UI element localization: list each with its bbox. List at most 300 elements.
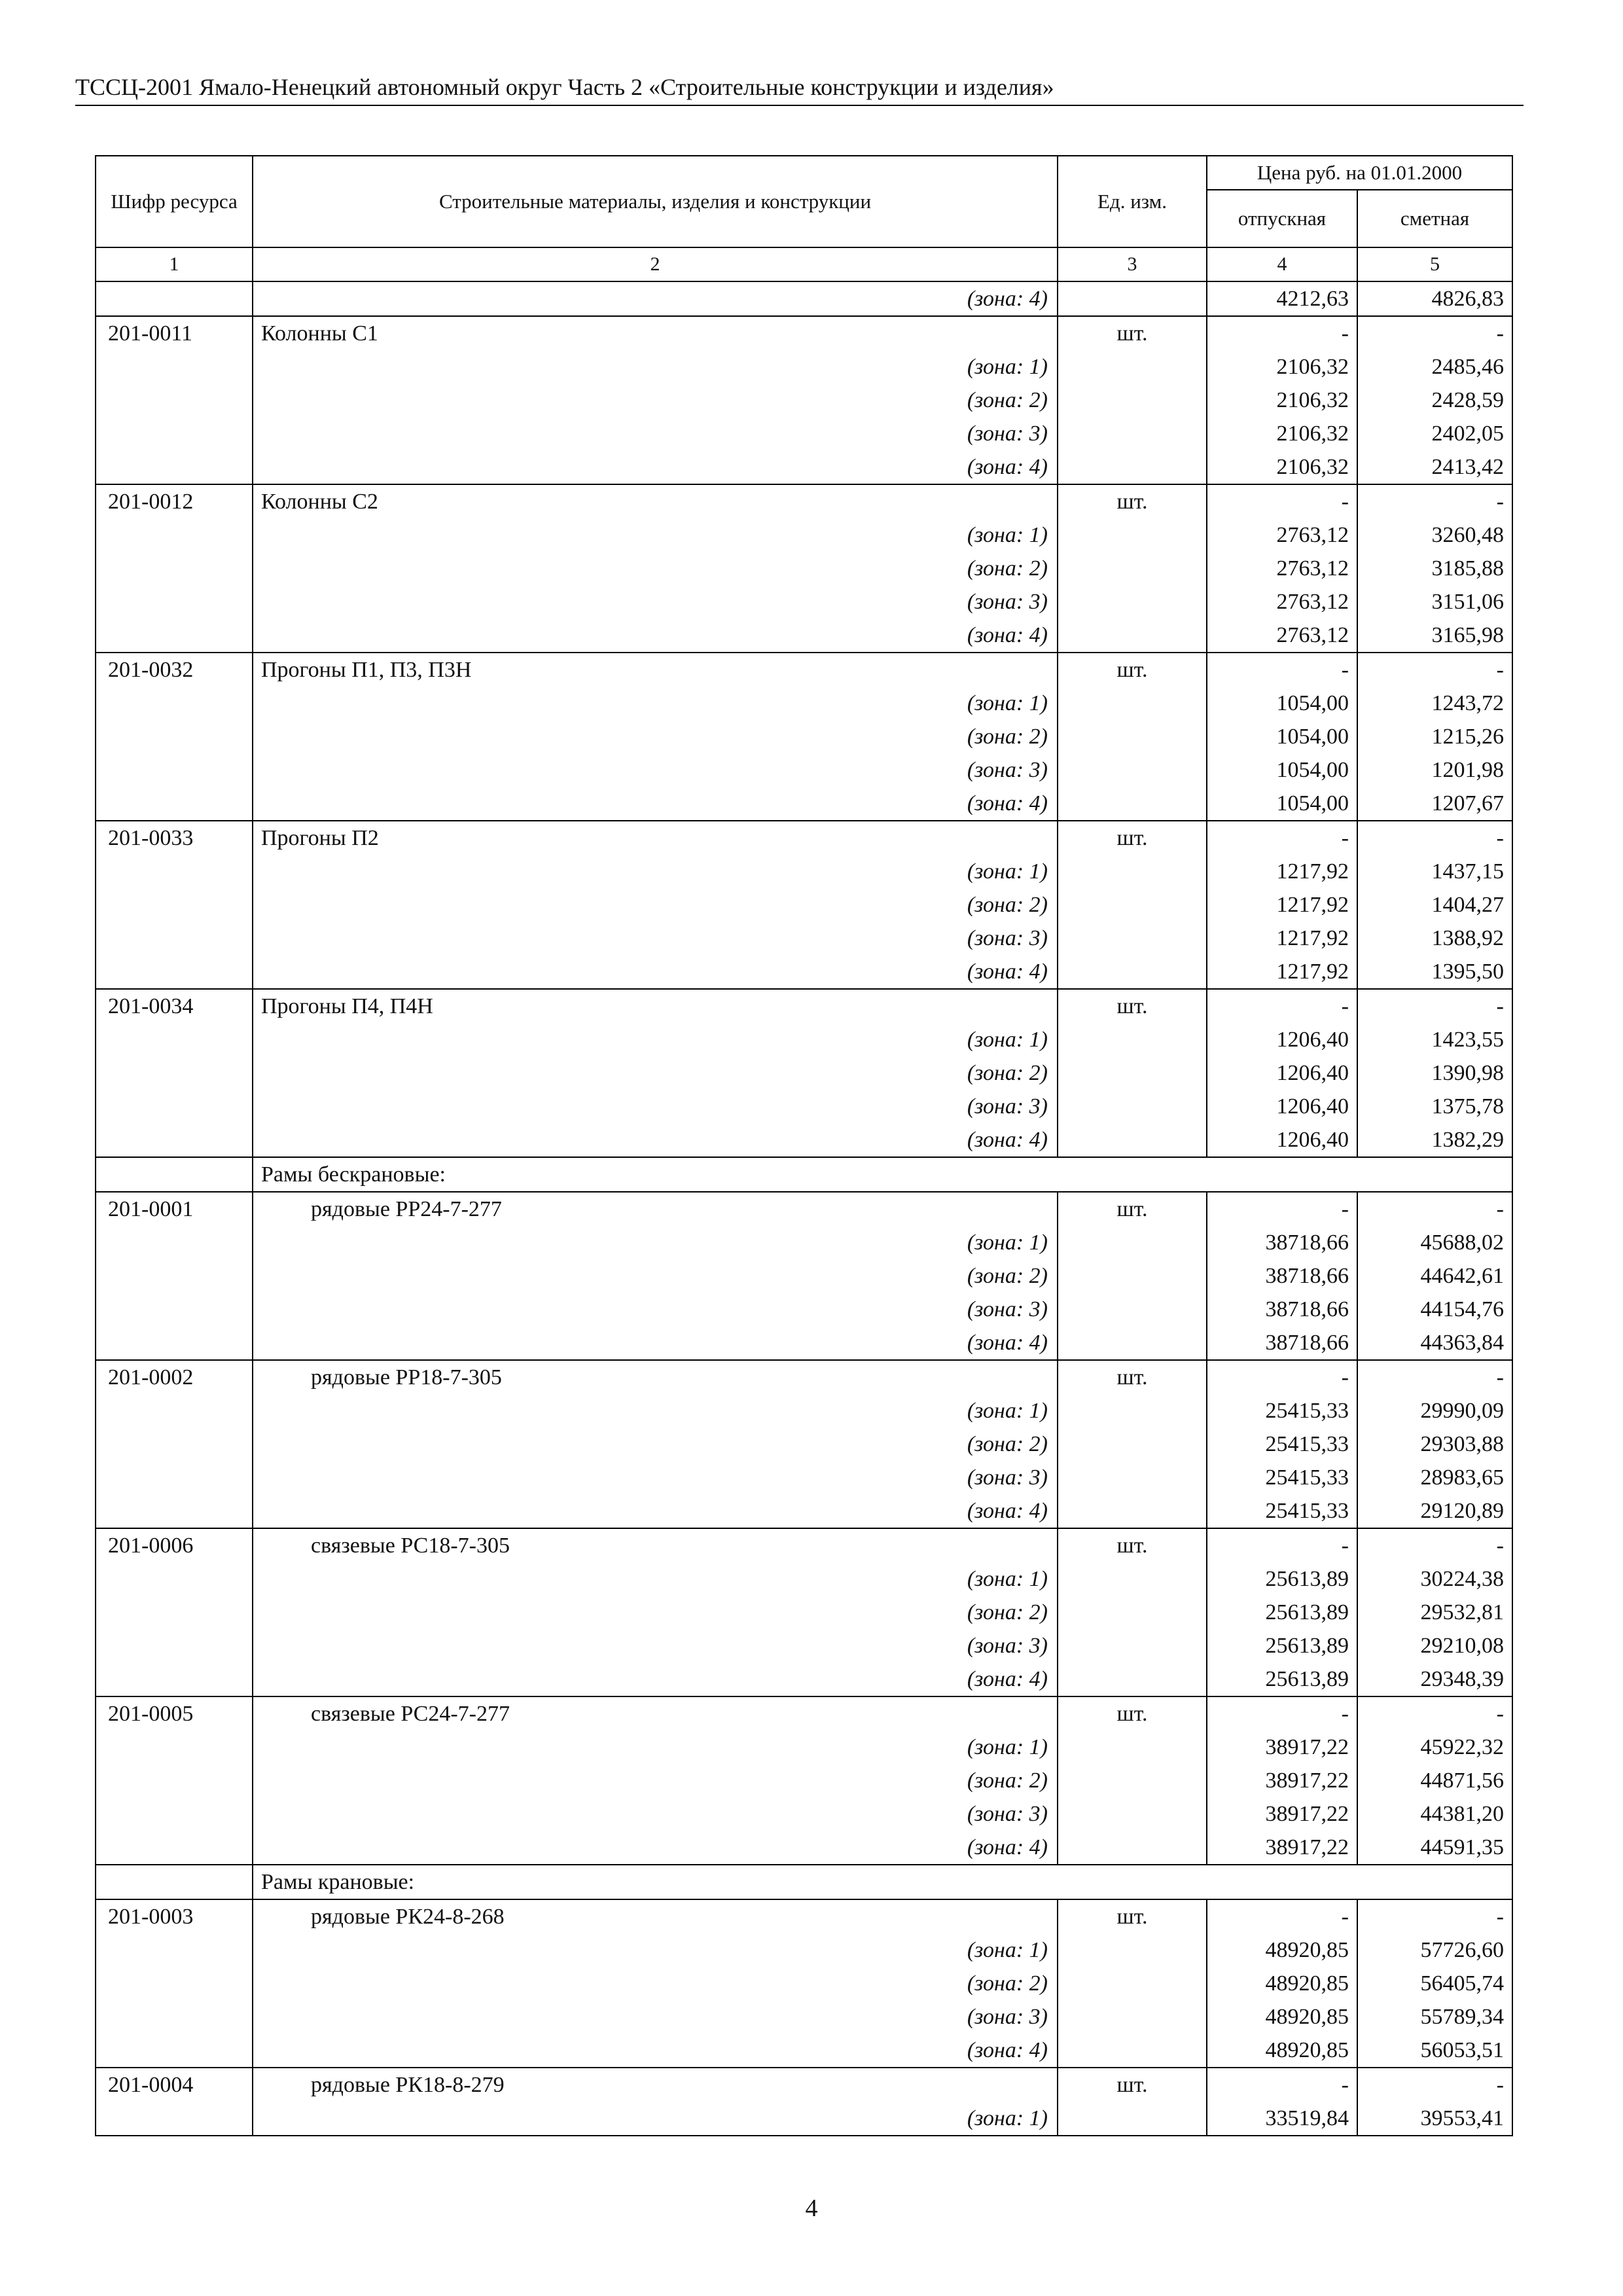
resource-code-cell [96,1967,253,2000]
unit-cell [1058,1056,1207,1090]
estimate-price-cell: 29120,89 [1357,1494,1512,1528]
zone-label-cell: (зона: 4) [253,787,1058,821]
estimate-price-cell: 1215,26 [1357,720,1512,753]
zone-row [96,1427,1512,1461]
estimate-price-cell: 3185,88 [1357,552,1512,585]
estimate-price-cell: 44642,61 [1357,1259,1512,1293]
unit-cell [1058,787,1207,821]
release-price-cell: 2763,12 [1207,619,1357,653]
item-name-cell: Прогоны П4, П4Н [253,989,1058,1023]
header-code: Шифр ресурса [96,156,253,247]
item-row [96,821,1512,855]
resource-code-cell [96,1023,253,1056]
zone-row [96,1123,1512,1157]
resource-code-cell [96,888,253,922]
zone-label-cell: (зона: 1) [253,687,1058,720]
unit-cell: шт. [1058,653,1207,687]
unit-cell [1058,585,1207,619]
zone-label-cell: (зона: 3) [253,1629,1058,1662]
release-price-cell: 1054,00 [1207,753,1357,787]
estimate-price-cell: 3260,48 [1357,518,1512,552]
resource-code-cell [96,1259,253,1293]
item-name-cell: Прогоны П2 [253,821,1058,855]
estimate-price-cell: 29532,81 [1357,1596,1512,1629]
unit-cell [1058,1764,1207,1797]
zone-label-cell: (зона: 2) [253,888,1058,922]
resource-code-cell [96,1326,253,1360]
zone-row [96,2102,1512,2136]
release-price-cell: - [1207,989,1357,1023]
zone-label-cell: (зона: 1) [253,350,1058,384]
estimate-price-cell: - [1357,989,1512,1023]
unit-cell: шт. [1058,1360,1207,1394]
release-price-cell: 2106,32 [1207,350,1357,384]
unit-cell [1058,1933,1207,1967]
release-price-cell: 25613,89 [1207,1562,1357,1596]
unit-cell [1058,888,1207,922]
zone-label-cell: (зона: 4) [253,1326,1058,1360]
unit-cell [1058,1797,1207,1831]
estimate-price-cell: 56053,51 [1357,2034,1512,2068]
zone-label-cell: (зона: 4) [253,450,1058,484]
estimate-price-cell: 1423,55 [1357,1023,1512,1056]
unit-cell [1058,1394,1207,1427]
price-table [95,155,1513,2136]
resource-code-cell [96,2102,253,2136]
resource-code-cell [96,281,253,316]
release-price-cell: 1054,00 [1207,687,1357,720]
resource-code-cell [96,720,253,753]
resource-code-cell [96,1461,253,1494]
unit-cell [1058,1326,1207,1360]
zone-label-cell: (зона: 4) [253,1831,1058,1865]
resource-code-cell [96,922,253,955]
release-price-cell: 1217,92 [1207,855,1357,888]
zone-label-cell: (зона: 2) [253,1259,1058,1293]
release-price-cell: 1206,40 [1207,1123,1357,1157]
unit-cell [1058,2034,1207,2068]
zone-row [96,922,1512,955]
release-price-cell: 1206,40 [1207,1090,1357,1123]
unit-cell: шт. [1058,1528,1207,1562]
release-price-cell: 4212,63 [1207,281,1357,316]
release-price-cell: 1217,92 [1207,888,1357,922]
resource-code-cell [96,787,253,821]
section-row [96,1865,1512,1899]
release-price-cell: 2106,32 [1207,417,1357,450]
zone-label-cell: (зона: 2) [253,384,1058,417]
release-price-cell: 25415,33 [1207,1461,1357,1494]
zone-row [96,787,1512,821]
zone-label-cell: (зона: 3) [253,753,1058,787]
zone-label-cell: (зона: 2) [253,552,1058,585]
item-row [96,989,1512,1023]
estimate-price-cell: 2428,59 [1357,384,1512,417]
resource-code-cell: 201-0004 [96,2068,253,2102]
zone-label-cell: (зона: 2) [253,1427,1058,1461]
release-price-cell: 1206,40 [1207,1023,1357,1056]
release-price-cell: 1206,40 [1207,1056,1357,1090]
item-row [96,1360,1512,1394]
zone-row [96,2034,1512,2068]
unit-cell: шт. [1058,1696,1207,1731]
unit-cell [1058,1494,1207,1528]
zone-label-cell: (зона: 2) [253,1967,1058,2000]
unit-cell [1058,450,1207,484]
zone-label-cell: (зона: 1) [253,855,1058,888]
release-price-cell: 1054,00 [1207,720,1357,753]
column-number: 5 [1357,247,1512,281]
unit-cell [1058,1293,1207,1326]
unit-cell [1058,2102,1207,2136]
release-price-cell: 38917,22 [1207,1797,1357,1831]
zone-row [96,1797,1512,1831]
zone-row [96,1293,1512,1326]
resource-code-cell [96,855,253,888]
running-header: ТССЦ-2001 Ямало-Ненецкий автономный округ Часть 2 «Строительные конструкции и изделия» [75,73,1524,106]
release-price-cell: - [1207,2068,1357,2102]
zone-row [96,888,1512,922]
estimate-price-cell: 3165,98 [1357,619,1512,653]
section-row [96,1157,1512,1192]
unit-cell [1058,281,1207,316]
resource-code-cell [96,417,253,450]
release-price-cell: - [1207,821,1357,855]
estimate-price-cell: - [1357,653,1512,687]
unit-cell: шт. [1058,989,1207,1023]
item-row [96,484,1512,518]
resource-code-cell [96,1293,253,1326]
unit-cell [1058,1629,1207,1662]
zone-row [96,1326,1512,1360]
unit-cell [1058,518,1207,552]
estimate-price-cell: - [1357,1696,1512,1731]
zone-label-cell: (зона: 3) [253,1293,1058,1326]
estimate-price-cell: 2402,05 [1357,417,1512,450]
zone-label-cell: (зона: 3) [253,2000,1058,2034]
release-price-cell: 48920,85 [1207,1967,1357,2000]
resource-code-cell [96,518,253,552]
estimate-price-cell: 1201,98 [1357,753,1512,787]
zone-label-cell: (зона: 1) [253,1394,1058,1427]
estimate-price-cell: 1437,15 [1357,855,1512,888]
unit-cell [1058,1731,1207,1764]
zone-label-cell: (зона: 1) [253,518,1058,552]
zone-row [96,1933,1512,1967]
estimate-price-cell: 28983,65 [1357,1461,1512,1494]
resource-code-cell [96,2034,253,2068]
unit-cell [1058,720,1207,753]
item-name-cell: рядовые РР24-7-277 [253,1192,1058,1226]
resource-code-cell [96,1157,253,1192]
zone-label-cell: (зона: 4) [253,1494,1058,1528]
item-row [96,1696,1512,1731]
estimate-price-cell: 1390,98 [1357,1056,1512,1090]
column-number: 4 [1207,247,1357,281]
estimate-price-cell: 1388,92 [1357,922,1512,955]
zone-label-cell: (зона: 4) [253,281,1058,316]
resource-code-cell: 201-0006 [96,1528,253,1562]
zone-label-cell: (зона: 1) [253,1933,1058,1967]
resource-code-cell [96,1427,253,1461]
release-price-cell: 25415,33 [1207,1427,1357,1461]
estimate-price-cell: 1375,78 [1357,1090,1512,1123]
resource-code-cell [96,1562,253,1596]
unit-cell: шт. [1058,2068,1207,2102]
item-name-cell: рядовые РР18-7-305 [253,1360,1058,1394]
item-name-cell: рядовые РК18-8-279 [253,2068,1058,2102]
zone-row [96,281,1512,316]
item-name-cell: Колонны С1 [253,316,1058,350]
resource-code-cell [96,1629,253,1662]
unit-cell [1058,384,1207,417]
section-title: Рамы крановые: [253,1865,1512,1899]
resource-code-cell [96,1123,253,1157]
unit-cell [1058,1023,1207,1056]
release-price-cell: - [1207,1360,1357,1394]
zone-row [96,384,1512,417]
unit-cell [1058,1967,1207,2000]
estimate-price-cell: 1395,50 [1357,955,1512,989]
release-price-cell: - [1207,316,1357,350]
header-estimate-price: сметная [1357,190,1512,247]
release-price-cell: - [1207,1528,1357,1562]
estimate-price-cell: - [1357,821,1512,855]
zone-label-cell: (зона: 3) [253,1461,1058,1494]
zone-row [96,1394,1512,1427]
zone-row [96,753,1512,787]
item-row [96,1528,1512,1562]
zone-label-cell: (зона: 4) [253,619,1058,653]
estimate-price-cell: 1404,27 [1357,888,1512,922]
release-price-cell: 38917,22 [1207,1731,1357,1764]
estimate-price-cell: 45688,02 [1357,1226,1512,1259]
unit-cell [1058,350,1207,384]
estimate-price-cell: 44871,56 [1357,1764,1512,1797]
resource-code-cell [96,1797,253,1831]
resource-code-cell: 201-0012 [96,484,253,518]
estimate-price-cell: 3151,06 [1357,585,1512,619]
unit-cell: шт. [1058,316,1207,350]
zone-row [96,450,1512,484]
zone-label-cell: (зона: 4) [253,2034,1058,2068]
resource-code-cell: 201-0001 [96,1192,253,1226]
estimate-price-cell: - [1357,484,1512,518]
resource-code-cell: 201-0011 [96,316,253,350]
zone-label-cell: (зона: 2) [253,720,1058,753]
release-price-cell: - [1207,1192,1357,1226]
resource-code-cell [96,619,253,653]
unit-cell [1058,855,1207,888]
resource-code-cell [96,384,253,417]
release-price-cell: 1217,92 [1207,955,1357,989]
release-price-cell: 48920,85 [1207,2000,1357,2034]
estimate-price-cell: 44381,20 [1357,1797,1512,1831]
item-name-cell: связевые РС24-7-277 [253,1696,1058,1731]
release-price-cell: 33519,84 [1207,2102,1357,2136]
unit-cell: шт. [1058,1899,1207,1933]
estimate-price-cell: 1243,72 [1357,687,1512,720]
resource-code-cell [96,1394,253,1427]
resource-code-cell: 201-0002 [96,1360,253,1394]
unit-cell [1058,1123,1207,1157]
zone-row [96,1090,1512,1123]
zone-label-cell: (зона: 1) [253,1562,1058,1596]
zone-row [96,350,1512,384]
release-price-cell: 25613,89 [1207,1596,1357,1629]
unit-cell [1058,417,1207,450]
estimate-price-cell: 2485,46 [1357,350,1512,384]
zone-row [96,1056,1512,1090]
table-body [96,281,1512,2136]
resource-code-cell: 201-0034 [96,989,253,1023]
zone-row [96,1731,1512,1764]
zone-label-cell: (зона: 3) [253,922,1058,955]
estimate-price-cell: - [1357,1528,1512,1562]
resource-code-cell [96,1764,253,1797]
unit-cell [1058,1090,1207,1123]
resource-code-cell [96,1865,253,1899]
zone-label-cell: (зона: 3) [253,1090,1058,1123]
resource-code-cell [96,955,253,989]
release-price-cell: - [1207,1696,1357,1731]
zone-row [96,1461,1512,1494]
zone-row [96,1596,1512,1629]
resource-code-cell [96,1090,253,1123]
zone-row [96,720,1512,753]
release-price-cell: 25613,89 [1207,1629,1357,1662]
unit-cell [1058,1562,1207,1596]
zone-row [96,1662,1512,1696]
column-number: 2 [253,247,1058,281]
release-price-cell: 2763,12 [1207,552,1357,585]
unit-cell [1058,1662,1207,1696]
zone-label-cell: (зона: 1) [253,1023,1058,1056]
release-price-cell: 2106,32 [1207,450,1357,484]
zone-row [96,1967,1512,2000]
release-price-cell: 25415,33 [1207,1394,1357,1427]
zone-label-cell: (зона: 4) [253,1123,1058,1157]
zone-row [96,1023,1512,1056]
estimate-price-cell: 55789,34 [1357,2000,1512,2034]
resource-code-cell [96,552,253,585]
unit-cell [1058,753,1207,787]
zone-row [96,955,1512,989]
resource-code-cell [96,1596,253,1629]
zone-row [96,855,1512,888]
release-price-cell: 2763,12 [1207,585,1357,619]
estimate-price-cell: 1382,29 [1357,1123,1512,1157]
resource-code-cell: 201-0003 [96,1899,253,1933]
zone-label-cell: (зона: 2) [253,1056,1058,1090]
unit-cell [1058,1596,1207,1629]
item-name-cell: рядовые РК24-8-268 [253,1899,1058,1933]
item-row [96,2068,1512,2102]
zone-label-cell: (зона: 1) [253,1226,1058,1259]
header-unit: Ед. изм. [1058,156,1207,247]
zone-label-cell: (зона: 3) [253,585,1058,619]
resource-code-cell [96,1494,253,1528]
zone-row [96,518,1512,552]
unit-cell [1058,2000,1207,2034]
release-price-cell: 2106,32 [1207,384,1357,417]
zone-row [96,552,1512,585]
release-price-cell: 2763,12 [1207,518,1357,552]
resource-code-cell [96,1731,253,1764]
section-title: Рамы бескрановые: [253,1157,1512,1192]
item-row [96,1192,1512,1226]
zone-row [96,1562,1512,1596]
zone-label-cell: (зона: 4) [253,1662,1058,1696]
unit-cell: шт. [1058,1192,1207,1226]
header-release-price: отпускная [1207,190,1357,247]
resource-code-cell [96,687,253,720]
zone-row [96,1629,1512,1662]
estimate-price-cell: 44363,84 [1357,1326,1512,1360]
unit-cell [1058,687,1207,720]
estimate-price-cell: 29303,88 [1357,1427,1512,1461]
zone-row [96,2000,1512,2034]
release-price-cell: - [1207,484,1357,518]
release-price-cell: 1054,00 [1207,787,1357,821]
zone-row [96,585,1512,619]
estimate-price-cell: 1207,67 [1357,787,1512,821]
resource-code-cell: 201-0005 [96,1696,253,1731]
zone-label-cell: (зона: 1) [253,1731,1058,1764]
resource-code-cell [96,1933,253,1967]
zone-row [96,417,1512,450]
resource-code-cell: 201-0033 [96,821,253,855]
estimate-price-cell: 29210,08 [1357,1629,1512,1662]
column-number: 1 [96,247,253,281]
estimate-price-cell: - [1357,316,1512,350]
resource-code-cell [96,2000,253,2034]
estimate-price-cell: 2413,42 [1357,450,1512,484]
unit-cell [1058,1226,1207,1259]
estimate-price-cell: - [1357,2068,1512,2102]
estimate-price-cell: 57726,60 [1357,1933,1512,1967]
unit-cell [1058,552,1207,585]
estimate-price-cell: 44154,76 [1357,1293,1512,1326]
release-price-cell: 25415,33 [1207,1494,1357,1528]
item-name-cell: связевые РС18-7-305 [253,1528,1058,1562]
release-price-cell: 38718,66 [1207,1259,1357,1293]
release-price-cell: 38718,66 [1207,1226,1357,1259]
zone-row [96,1764,1512,1797]
resource-code-cell: 201-0032 [96,653,253,687]
unit-cell [1058,1259,1207,1293]
item-row [96,316,1512,350]
item-name-cell: Колонны С2 [253,484,1058,518]
resource-code-cell [96,1226,253,1259]
zone-row [96,1831,1512,1865]
item-row [96,653,1512,687]
unit-cell: шт. [1058,821,1207,855]
unit-cell [1058,955,1207,989]
header-price: Цена руб. на 01.01.2000 [1207,156,1512,190]
resource-code-cell [96,450,253,484]
estimate-price-cell: - [1357,1360,1512,1394]
release-price-cell: 48920,85 [1207,1933,1357,1967]
estimate-price-cell: 29990,09 [1357,1394,1512,1427]
estimate-price-cell: 39553,41 [1357,2102,1512,2136]
zone-label-cell: (зона: 1) [253,2102,1058,2136]
zone-row [96,1226,1512,1259]
release-price-cell: - [1207,653,1357,687]
zone-label-cell: (зона: 2) [253,1596,1058,1629]
unit-cell: шт. [1058,484,1207,518]
zone-label-cell: (зона: 2) [253,1764,1058,1797]
